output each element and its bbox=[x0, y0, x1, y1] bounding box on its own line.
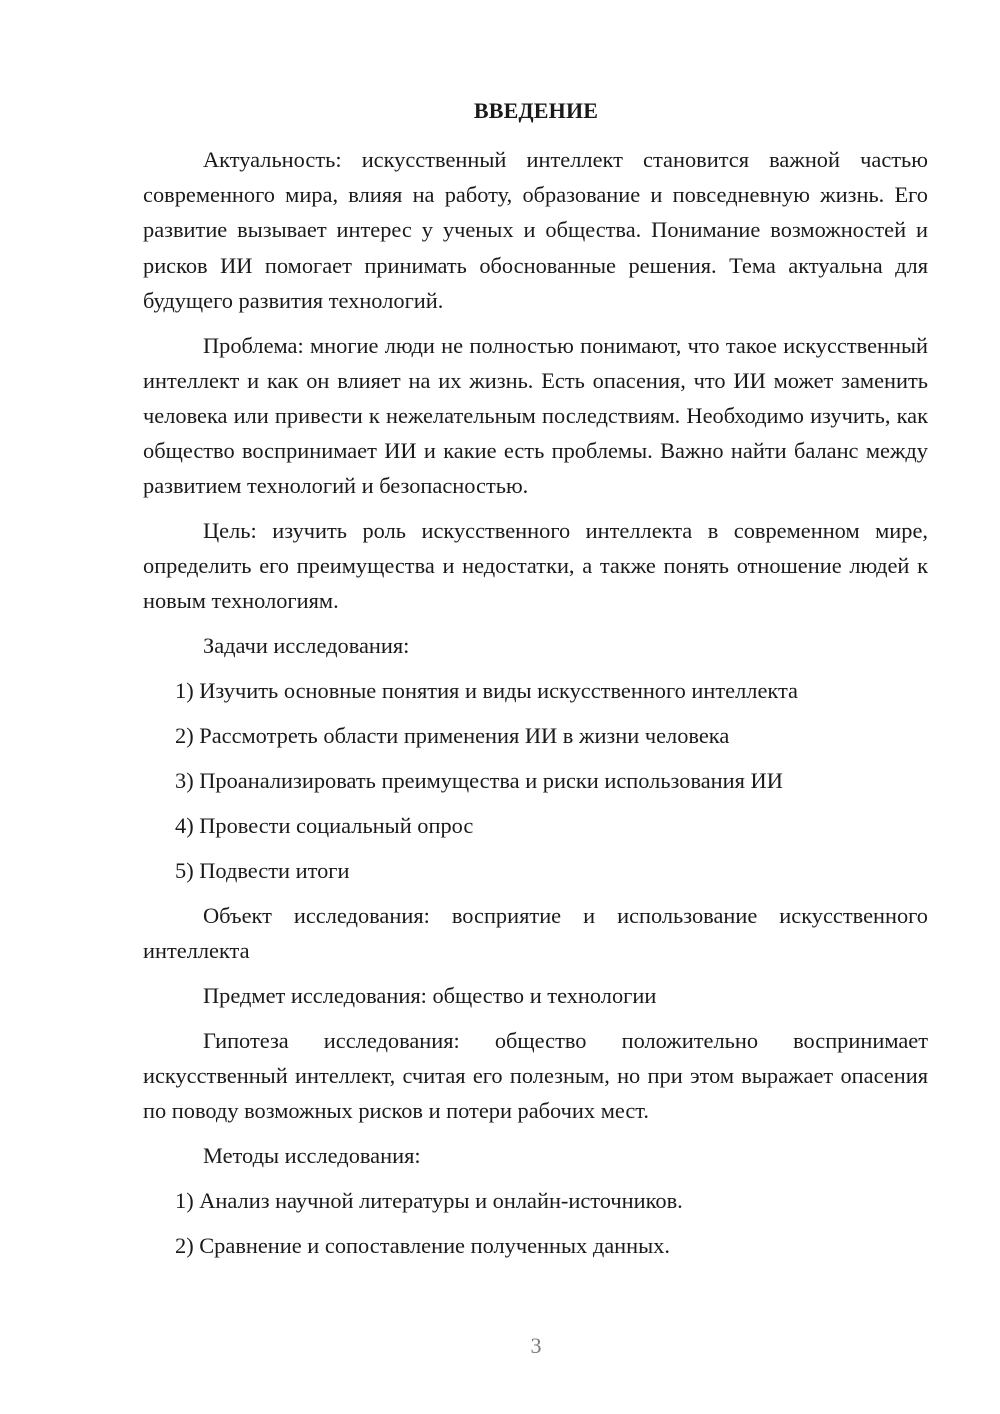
list-item: 1) Изучить основные понятия и виды искусственного интеллекта bbox=[175, 678, 798, 704]
list-item: 1) Анализ научной литературы и онлайн-источников. bbox=[175, 1188, 683, 1214]
list-item: 2) Сравнение и сопоставление полученных данных. bbox=[175, 1233, 670, 1259]
body-text bbox=[143, 142, 928, 1273]
subject-paragraph: Предмет исследования: общество и технологии bbox=[203, 983, 657, 1009]
list-item: 5) Подвести итоги bbox=[175, 858, 350, 884]
object-paragraph: Объект исследования: восприятие и использование искусственного интеллекта bbox=[143, 903, 928, 964]
tasks-list bbox=[143, 673, 928, 888]
tasks-heading: Задачи исследования: bbox=[203, 633, 410, 659]
methods-heading: Методы исследования: bbox=[203, 1143, 421, 1169]
list-item: 3) Проанализировать преимущества и риски использования ИИ bbox=[175, 768, 783, 794]
relevance-paragraph: Актуальность: искусственный интеллект становится важной частью современного мира, влияя на работу, образование и повседневную жизнь. Его развитие вызывает интерес у ученых и общества. Понимание возможностей и рисков ИИ помогает принимать обоснованные решения. Тема актуальна для будущего развития технологий. bbox=[143, 147, 928, 313]
problem-paragraph: Проблема: многие люди не полностью понимают, что такое искусственный интеллект и как он влияет на их жизнь. Есть опасения, что ИИ может заменить человека или привести к нежелательным последствиям. Необходимо изучить, как общество воспринимает ИИ и какие есть проблемы. Важно найти баланс между развитием технологий и безопасностью. bbox=[143, 332, 928, 499]
section-title: ВВЕДЕНИЕ bbox=[473, 98, 599, 123]
goal-paragraph: Цель: изучить роль искусственного интеллекта в современном мире, определить его преимущества и недостатки, а также понять отношение людей к новым технологиям. bbox=[143, 518, 928, 614]
hypothesis-paragraph: Гипотеза исследования: общество положительно воспринимает искусственный интеллект, считая его полезным, но при этом выражает опасения по поводу возможных рисков и потери рабочих мест. bbox=[143, 1028, 928, 1124]
list-item: 4) Провести социальный опрос bbox=[175, 813, 474, 839]
list-item: 2) Рассмотреть области применения ИИ в жизни человека bbox=[175, 723, 730, 749]
methods-list bbox=[143, 1183, 928, 1263]
page-number: 3 bbox=[530, 1333, 542, 1358]
